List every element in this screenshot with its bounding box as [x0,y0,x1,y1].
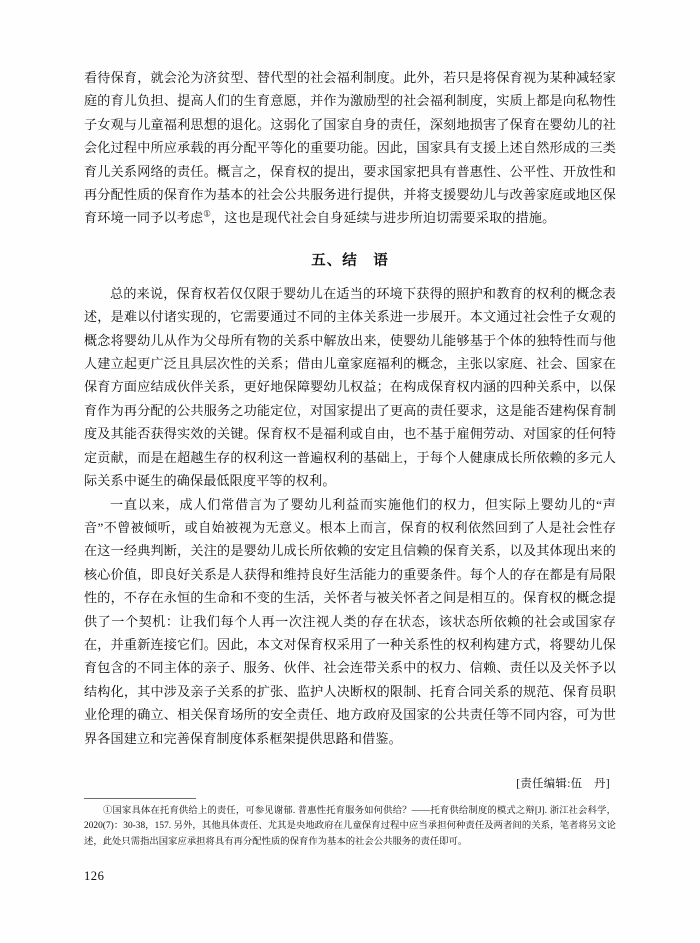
section-paragraph-1: 总的来说，保育权若仅仅限于婴幼儿在适当的环境下获得的照护和教育的权利的概念表述，是难以付诸实现的，它需要通过不同的主体关系进一步展开。本文通过社会性子女观的概念将婴幼儿从作为父母所有物的关系中解放出来，使婴幼儿能够基于个体的独特性而与他人建立起更广泛且具层次性的关系；借由儿童家庭福利的概念，主张以家庭、社会、国家在保育方面应结成伙伴关系，更好地保障婴幼儿权益；在构成保育权内涵的四种关系中，以保育作为再分配的公共服务之功能定位，对国家提出了更高的责任要求，这是能否建构保育制度及其能否获得实效的关键。保育权不是福利或自由，也不基于雇佣劳动、对国家的任何特定贡献，而是在超越生存的权利这一普遍权利的基础上，于每个人健康成长所依赖的多元人际关系中诞生的确保最低限度平等的权利。 [84,285,616,489]
footnote-separator-rule [84,798,196,799]
editor-credit: [责任编辑:伍 丹] [516,777,610,790]
paragraph-continued-text: 看待保育，就会沦为济贫型、替代型的社会福利制度。此外，若只是将保育视为某种减轻家庭的育儿负担、提高人们的生育意愿，并作为激励型的社会福利制度，实质上都是向私物性子女观与儿童福利思想的退化。这弱化了国家自身的责任，深刻地损害了保育在婴幼儿的社会化过程中所应承载的再分配平等化的重要功能。因此，国家具有支援上述自然形成的三类育儿关系网络的责任。概言之，保育权的提出，要求国家把具有普惠性、公平性、开放性和再分配性质的保育作为基本的社会公共服务进行提供，并将支援婴幼儿与改善家庭或地区保育环境一同予以考虑 [84,70,616,226]
footnote-reference-marker: ① [203,209,211,220]
page-content [84,66,616,791]
footnote-area [84,798,616,850]
section-heading: 五、结 语 [311,252,389,269]
page-number: 126 [84,869,105,883]
footnote-1: ①国家具体在托育供给上的责任，可参见谢郁. 普惠性托育服务如何供给？——托育供给制度的模式之辩[J]. 浙江社会科学，2020(7)：30-38，157. 另外，其他具体责任、尤其是央地政府在儿童保育过程中应当承担何种责任及两者间的关系，笔者将另文论述，此处只需指出国家应承担将具有再分配性质的保育作为基本的社会公共服务的责任即可。 [84,806,616,847]
section-paragraph-2: 一直以来，成人们常借言为了婴幼儿利益而实施他们的权力，但实际上婴幼儿的“声音”不曾被倾听，或自始被视为无意义。根本上而言，保育的权利依然回到了人是社会性存在这一经典判断，关注的是婴幼儿成长所依赖的安定且信赖的保育关系，以及其体现出来的核心价值，即良好关系是人获得和维持良好生活能力的重要条件。每个人的存在都是有局限性的，不存在永恒的生命和不变的生活，关怀者与被关怀者之间是相互的。保育权的概念提供了一个契机：让我们每个人再一次注视人类的存在状态，该状态所依赖的社会或国家存在，并重新连接它们。因此，本文对保育权采用了一种关系性的权利构建方式，将婴幼儿保育包含的不同主体的亲子、服务、伙伴、社会连带关系中的权力、信赖、责任以及关怀予以结构化，其中涉及亲子关系的扩张、监护人决断权的限制、托育合同关系的规范、保育员职业伦理的确立、相关保育场所的安全责任、地方政府及国家的公共责任等不同内容，可为世界各国建立和完善保育制度体系框架提供思路和借鉴。 [84,496,616,746]
paragraph-continued-from-previous-page [84,66,616,230]
paragraph-continued-tail-text: ，这也是现代社会自身延续与进步所迫切需要采取的措施。 [210,210,556,226]
